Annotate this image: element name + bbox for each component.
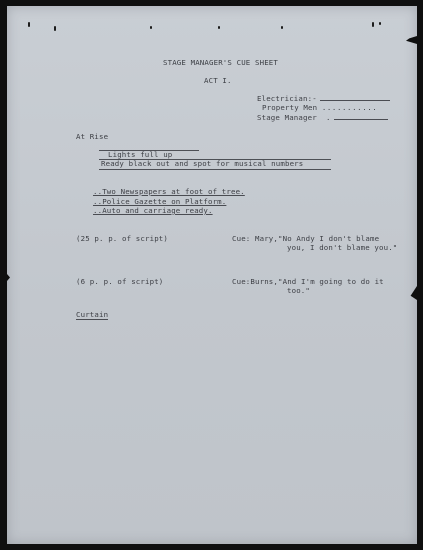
- torn-edge: [406, 36, 417, 44]
- punch-mark: [54, 26, 56, 31]
- cue-line: Cue: Mary,"No Andy I don't blame: [232, 234, 380, 243]
- rule-line: [99, 169, 331, 170]
- punch-mark: [281, 26, 283, 29]
- sheet-title: STAGE MANAGER'S CUE SHEET: [163, 58, 278, 67]
- lighting-item: Ready black out and spot for musical numbers: [101, 159, 304, 168]
- stage-manager-label: Stage Manager .: [257, 114, 388, 122]
- prop-item: ..Auto and carriage ready.: [93, 206, 213, 215]
- prop-item: ..Police Gazette on Platform.: [93, 197, 227, 206]
- torn-edge: [7, 274, 10, 281]
- punch-mark: [379, 22, 381, 25]
- prop-item: ..Two Newspapers at foot of tree.: [93, 187, 245, 196]
- punch-mark: [372, 22, 374, 27]
- at-rise-label: At Rise: [76, 132, 109, 141]
- cue-sheet-page: [7, 6, 417, 544]
- curtain-label: Curtain: [76, 310, 109, 319]
- punch-mark: [218, 26, 220, 29]
- cue-line: Cue:Burns,"And I'm going to do it: [232, 277, 384, 286]
- property-men-label: Property Men ...........: [262, 103, 378, 112]
- punch-mark: [28, 22, 30, 27]
- electrician-label: Electrician:-: [257, 95, 390, 103]
- torn-edge: [409, 286, 417, 300]
- script-reference: (25 p. p. of script): [76, 234, 168, 243]
- cue-line: you, I don't blame you.": [287, 243, 398, 252]
- cue-line: too.": [287, 286, 310, 295]
- lighting-item: Lights full up: [108, 150, 173, 159]
- script-reference: (6 p. p. of script): [76, 277, 164, 286]
- punch-mark: [150, 26, 152, 29]
- act-heading: ACT I.: [204, 76, 232, 85]
